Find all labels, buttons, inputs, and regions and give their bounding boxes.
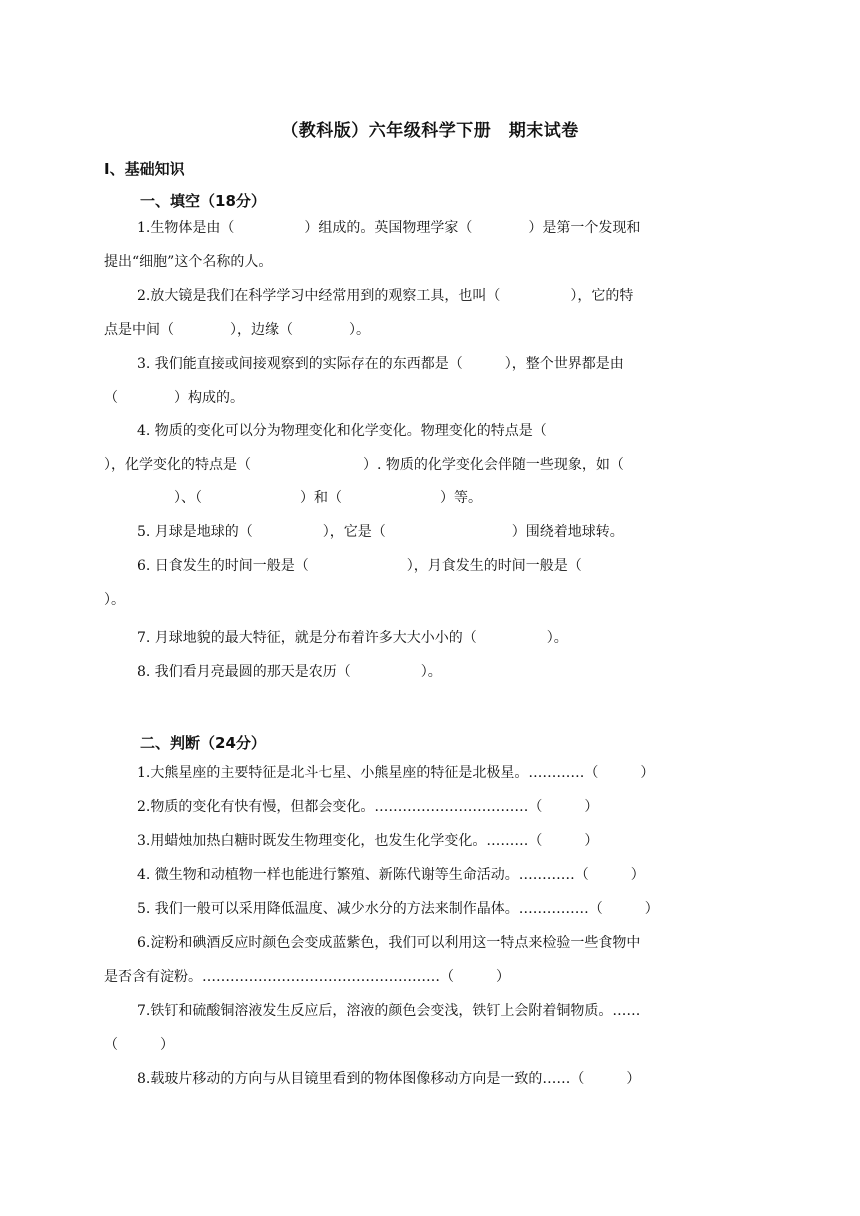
question-line: 2.物质的变化有快有慢，但都会变化。……………………………（ ） xyxy=(137,799,599,815)
question-line: 6. 日食发生的时间一般是（ ），月食发生的时间一般是（ xyxy=(137,558,582,574)
question-line: 7.铁钉和硫酸铜溶液发生反应后，溶液的颜色会变浅，铁钉上会附着铜物质。…… xyxy=(137,1003,641,1019)
question-line: ），化学变化的特点是（ ）. 物质的化学变化会伴随一些现象，如（ xyxy=(104,457,624,473)
question-line: 1.生物体是由（ ）组成的。英国物理学家（ ）是第一个发现和 xyxy=(137,220,641,236)
question-line: ）。 xyxy=(104,592,125,608)
question-line: 5. 月球是地球的（ ），它是（ ）围绕着地球转。 xyxy=(137,524,624,540)
question-line: 3.用蜡烛加热白糖时既发生物理变化，也发生化学变化。………（ ） xyxy=(137,833,599,849)
question-line: （ ） xyxy=(104,1037,174,1053)
question-line: 4. 物质的变化可以分为物理变化和化学变化。物理变化的特点是（ xyxy=(137,423,547,439)
question-line: 点是中间（ ），边缘（ ）。 xyxy=(104,322,370,338)
question-line: 5. 我们一般可以采用降低温度、减少水分的方法来制作晶体。……………（ ） xyxy=(137,901,659,917)
question-line: （ ）构成的。 xyxy=(104,390,244,406)
question-line: 8.载玻片移动的方向与从目镜里看到的物体图像移动方向是一致的……（ ） xyxy=(137,1071,641,1087)
question-line: 是否含有淀粉。……………………………………………（ ） xyxy=(104,969,510,985)
section-heading-fill-blank: 一、填空（18分） xyxy=(140,192,266,210)
part-heading: Ⅰ、基础知识 xyxy=(104,160,185,178)
question-line: 4. 微生物和动植物一样也能进行繁殖、新陈代谢等生命活动。…………（ ） xyxy=(137,867,645,883)
question-line: 8. 我们看月亮最圆的那天是农历（ ）。 xyxy=(137,664,442,680)
section-heading-judgement: 二、判断（24分） xyxy=(140,734,266,752)
question-line: ）、（ ）和（ ）等。 xyxy=(104,490,482,506)
page-title: （教科版）六年级科学下册 期末试卷 xyxy=(281,121,579,141)
question-line: 提出“细胞”这个名称的人。 xyxy=(104,254,273,270)
question-line: 3. 我们能直接或间接观察到的实际存在的东西都是（ ），整个世界都是由 xyxy=(137,356,624,372)
question-line: 1.大熊星座的主要特征是北斗七星、小熊星座的特征是北极星。…………（ ） xyxy=(137,765,655,781)
question-line: 7. 月球地貌的最大特征，就是分布着许多大大小小的（ ）。 xyxy=(137,630,568,646)
question-line: 6.淀粉和碘酒反应时颜色会变成蓝紫色，我们可以利用这一特点来检验一些食物中 xyxy=(137,935,641,951)
question-line: 2.放大镜是我们在科学学习中经常用到的观察工具，也叫（ ），它的特 xyxy=(137,288,634,304)
